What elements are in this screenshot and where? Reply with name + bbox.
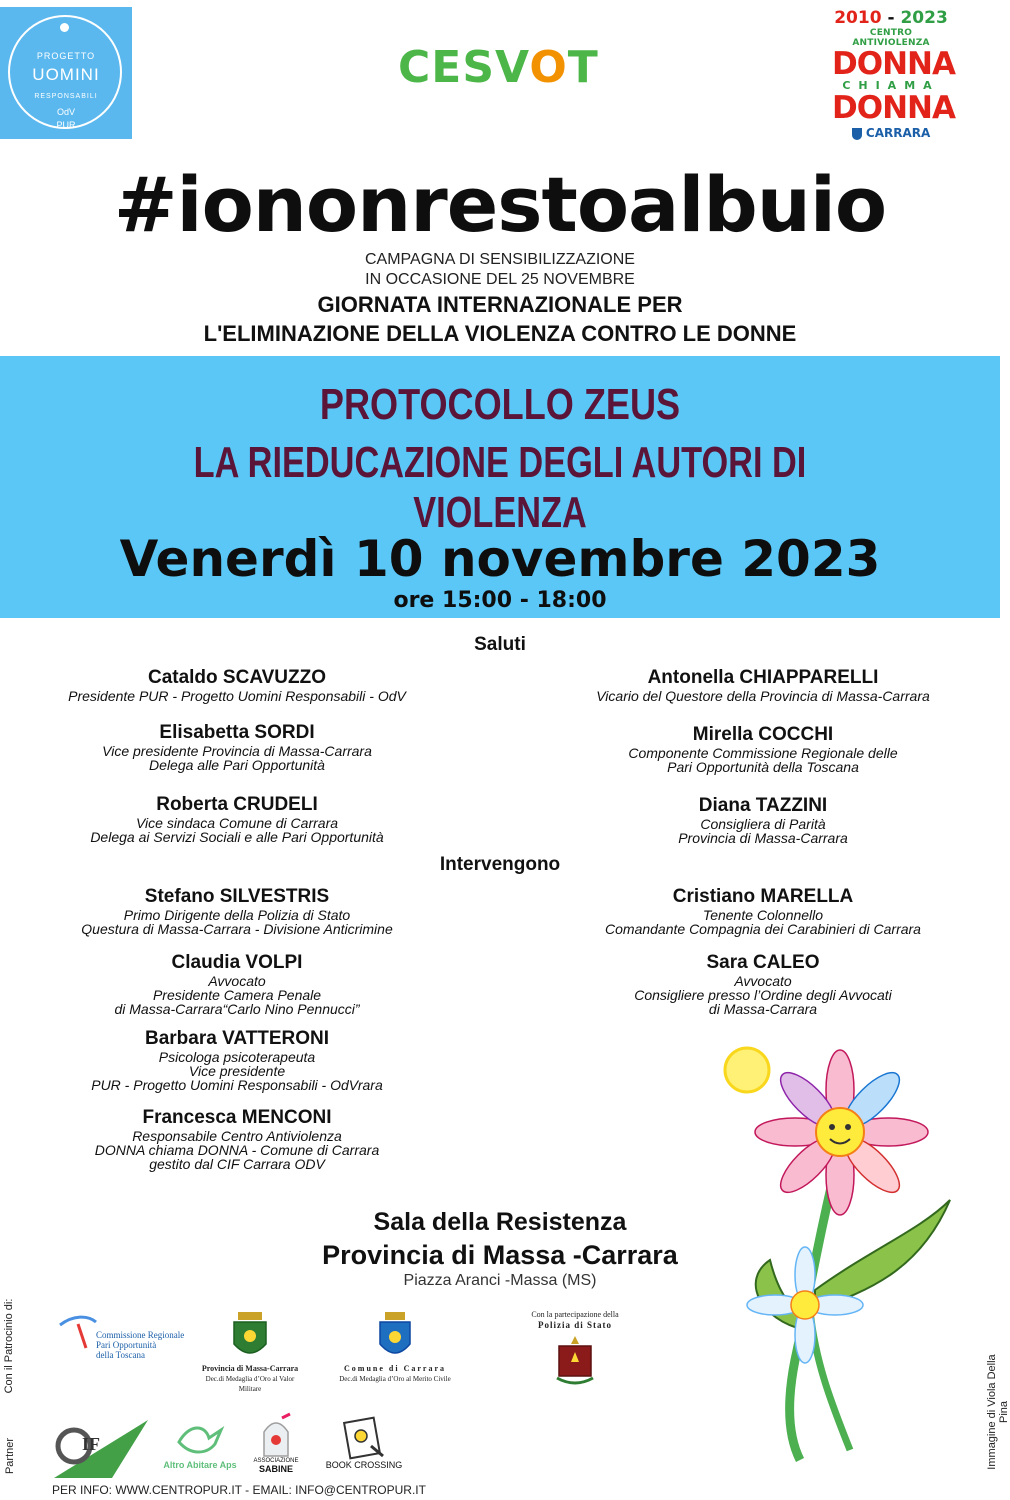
speaker-role: Presidente PUR - Progetto Uomini Responsabili - OdV [68,688,406,704]
speaker-name: Diana TAZZINI [698,795,828,816]
donna-chiama-donna-logo [832,8,955,140]
cesvot-sun-icon: O [529,42,568,93]
pur-logo-line5: PUR [56,120,76,130]
speaker-name: Roberta CRUDELI [156,794,318,815]
cif-logo [52,1418,152,1480]
speaker-name: Sara CALEO [706,952,820,973]
sabine-pre: ASSOCIAZIONE [253,1458,299,1464]
speaker-role: Vice sindaca Comune di Carrara [135,815,339,831]
protocol-title: PROTOCOLLO ZEUS [319,380,681,429]
svg-text:IF: IF [82,1434,100,1454]
commissione-line-1: Commissione Regionale [96,1330,185,1340]
speaker-role: Delega alle Pari Opportunità [149,757,325,773]
sabine-label: SABINE [258,1464,293,1474]
campaign-line-1: CAMPAGNA DI SENSIBILIZZAZIONE [365,251,635,268]
provincia-name: Provincia di Massa-Carrara [201,1364,299,1373]
commissione-line-2: Pari Opportunità [96,1340,157,1350]
speaker-role: Questura di Massa-Carrara - Divisione Anticrimine [81,921,393,937]
speaker-card [17,794,457,844]
provincia-logo [200,1310,300,1394]
comune-medal: Dec.di Medaglia d’Oro al Merito Civile [339,1375,451,1383]
event-time: ore 15:00 - 18:00 [393,588,607,613]
speaker-card [17,1107,457,1171]
commissione-logo [58,1310,198,1360]
cad-chiama: CHIAMA [842,79,940,92]
cad-city [832,126,950,140]
cad-donna-1: DONNA [832,46,955,82]
speaker-role: Vice presidente [188,1063,286,1079]
speaker-role: Presidente Camera Penale [152,987,322,1003]
speaker-card [543,952,983,1016]
cad-donna-2: DONNA [832,90,955,126]
speaker-role: Consigliere presso l’Ordine degli Avvocati [634,987,892,1003]
giornata-line-2: L'ELIMINAZIONE DELLA VIOLENZA CONTRO LE DONNE [203,321,797,346]
sabine-logo [248,1412,304,1474]
cif-carrara-icon [52,1418,152,1480]
speaker-role: di Massa-Carrara [708,1001,818,1017]
speaker-name: Cataldo SCAVUZZO [147,667,327,688]
cesvot-text-left: CESV [398,42,530,93]
intervengono-heading: Intervengono [439,854,561,875]
speaker-card [17,667,457,703]
cesvot-logo [398,42,599,93]
speaker-name: Mirella COCCHI [692,724,834,745]
speaker-card [17,1028,457,1092]
cesvot-text-right: T [567,42,599,93]
speaker-role: Consigliera di Parità [700,816,826,832]
comune-name: Comune di Carrara [344,1364,446,1373]
image-credit: Immagine di Viola Della Pina [986,1354,1010,1470]
partner-label: Partner [4,1437,16,1475]
footer-info: PER INFO: WWW.CENTROPUR.IT - EMAIL: INFO@CENTROPUR.IT [52,1483,426,1497]
venue-address: Piazza Aranci -Massa (MS) [403,1272,597,1289]
speaker-role: Tenente Colonnello [702,907,824,923]
speaker-role: Vice presidente Provincia di Massa-Carrara [102,743,372,759]
provincia-medal: Dec.di Medaglia d’Oro al Valor Militare [205,1375,295,1393]
book-crossing-logo [322,1416,406,1470]
carrara-crest-icon [852,128,862,140]
speaker-name: Barbara VATTERONI [144,1028,330,1049]
cad-city-label: CARRARA [865,126,931,140]
cad-year-end: 2023 [900,8,948,28]
speaker-role: Componente Commissione Regionale delle [628,745,898,761]
speaker-card [543,886,983,936]
cad-years [832,8,950,28]
pur-logo-dot [60,23,69,32]
patronage-label: Con il Patrocinio di: [3,1298,15,1394]
speaker-name: Elisabetta SORDI [159,722,315,743]
hashtag-title: #iononrestoalbuio [113,160,887,249]
bell-jar-icon [256,1412,296,1458]
comune-logo [335,1310,455,1384]
speaker-card [17,722,457,772]
book-icon [341,1416,387,1460]
speaker-name: Stefano SILVESTRIS [144,886,330,907]
polizia-crest-icon [553,1334,597,1388]
pur-logo [0,7,132,139]
altro-abitare-label: Altro Abitare Aps [163,1460,237,1470]
speaker-name: Claudia VOLPI [171,952,303,973]
pur-logo-line4: OdV [56,107,75,117]
speaker-name: Antonella CHIAPPARELLI [647,667,879,688]
speaker-card [17,886,457,936]
campaign-line-2: IN OCCASIONE DEL 25 NOVEMBRE [365,271,635,288]
speaker-role: Psicologa psicoterapeuta [158,1049,316,1065]
polizia-name: Polizia di Stato [538,1320,612,1330]
speaker-card [543,667,983,703]
event-date: Venerdì 10 novembre 2023 [119,530,881,588]
speaker-card [17,952,457,1016]
cad-year-start: 2010 [834,8,882,28]
speaker-role: Comandante Compagnia dei Carabinieri di Carrara [605,921,921,937]
speaker-card [543,795,983,845]
altro-abitare-logo [160,1420,240,1470]
speaker-role: gestito dal CIF Carrara ODV [149,1156,325,1172]
speaker-role: Pari Opportunità della Toscana [667,759,859,775]
cad-subtitle: CENTRO ANTIVIOLENZA [852,28,930,48]
protocol-subtitle: LA RIEDUCAZIONE DEGLI AUTORI DI VIOLENZA [193,438,807,537]
comune-crest-icon [377,1310,413,1364]
speaker-role: Responsabile Centro Antiviolenza [132,1128,342,1144]
dove-icon [175,1420,225,1460]
speaker-name: Francesca MENCONI [142,1107,332,1128]
speaker-role: Avvocato [734,973,792,989]
giornata-line-1: GIORNATA INTERNAZIONALE PER [317,292,683,317]
speaker-role: Provincia di Massa-Carrara [678,830,848,846]
sun-icon [725,1048,769,1092]
polizia-pre: Con la partecipazione della [531,1310,619,1319]
speaker-role: di Massa-Carrara“Carlo Nino Pennucci” [114,1001,360,1017]
pur-logo-line3: RESPONSABILI [34,93,98,100]
commissione-line-3: della Toscana [96,1350,145,1360]
speaker-card [543,724,983,774]
speaker-role: Avvocato [208,973,266,989]
speaker-role: Primo Dirigente della Polizia di Stato [123,907,351,923]
speaker-role: DONNA chiama DONNA - Comune di Carrara [94,1142,380,1158]
pur-logo-line2: UOMINI [32,65,100,84]
speaker-name: Cristiano MARELLA [672,886,854,907]
pur-logo-line1: PROGETTO [36,51,96,61]
speaker-role: Delega ai Servizi Sociali e alle Pari Opportunità [90,829,384,845]
polizia-logo [520,1310,630,1388]
speaker-role: PUR - Progetto Uomini Responsabili - OdVrara [91,1077,383,1093]
cad-year-sep: - [881,8,901,28]
speaker-role: Vicario del Questore della Provincia di Massa-Carrara [596,688,930,704]
provincia-crest-icon [230,1310,270,1364]
saluti-heading: Saluti [474,634,526,655]
commissione-swoosh-icon [58,1310,98,1350]
venue-hall: Sala della Resistenza [373,1208,627,1236]
book-crossing-label: BOOK CROSSING [325,1460,403,1470]
venue-place: Provincia di Massa -Carrara [322,1240,678,1270]
